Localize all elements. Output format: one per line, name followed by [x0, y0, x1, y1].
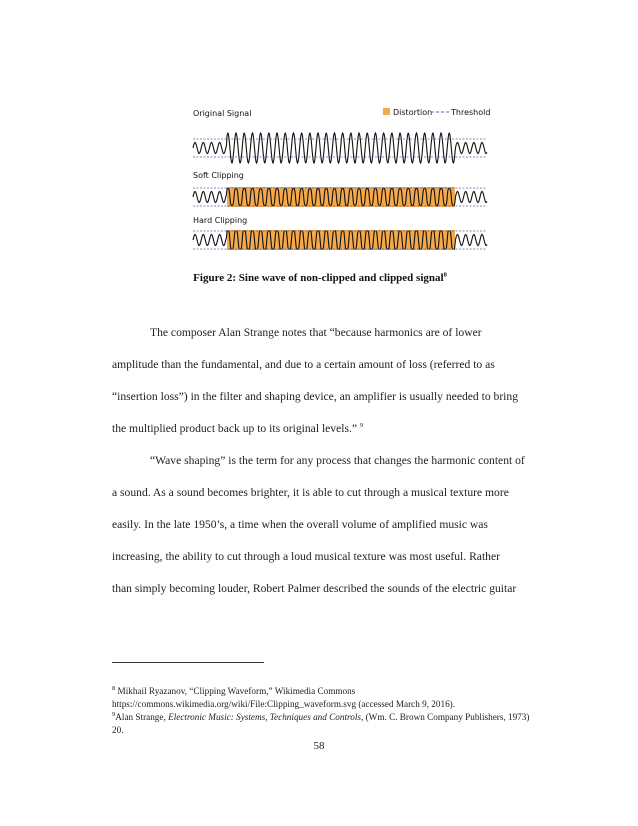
paragraph-2-line-5: than simply becoming louder, Robert Palmer described the sounds of the electric guitar	[112, 582, 517, 595]
footnote-separator	[112, 662, 264, 663]
sine-wave	[193, 133, 487, 163]
soft-clipping-label: Soft Clipping	[193, 171, 244, 180]
clipping-waveform-figure	[190, 104, 490, 254]
threshold-legend-label: Threshold	[451, 108, 490, 117]
footnote-9-book-title: Electronic Music: Systems, Techniques and Controls,	[168, 712, 364, 722]
paragraph-1-line-4	[112, 422, 363, 435]
distortion-legend-swatch	[383, 108, 390, 115]
paragraph-2-line-3: easily. In the late 1950’s, a time when the overall volume of amplified music was	[112, 518, 488, 531]
hard-clipping-waveform	[193, 230, 487, 250]
original-signal-waveform	[193, 133, 487, 163]
paragraph-1-line-1: The composer Alan Strange notes that “because harmonics are of lower	[150, 326, 482, 339]
original-signal-label: Original Signal	[193, 109, 252, 118]
footnote-9-author: Alan Strange,	[115, 712, 169, 722]
footnote-8-text: Mikhail Ryazanov, “Clipping Waveform,” Wikimedia Commons	[117, 686, 356, 696]
paragraph-2-line-1: “Wave shaping” is the term for any process that changes the harmonic content of	[150, 454, 525, 467]
footnote-9-line-1	[112, 712, 529, 722]
soft-clipping-waveform	[193, 187, 487, 207]
caption-text: Figure 2: Sine wave of non-clipped and clipped signal	[193, 272, 444, 284]
distortion-legend-label: Distortion	[393, 108, 433, 117]
figure-caption	[110, 272, 530, 284]
footnote-ref-9: 9	[359, 422, 364, 430]
footnote-8-line-2: https://commons.wikimedia.org/wiki/File:Clipping_waveform.svg (accessed March 9, 2016).	[112, 699, 456, 709]
caption-footnote-ref: 8	[443, 271, 447, 279]
paragraph-1-line-3: “insertion loss”) in the filter and shaping device, an amplifier is usually needed to bring	[112, 390, 518, 403]
paragraph-2-line-2: a sound. As a sound becomes brighter, it is able to cut through a musical texture more	[112, 486, 509, 499]
paragraph-1-line-4-text: the multiplied product back up to its original levels.”	[112, 422, 358, 435]
footnote-8-number: 8	[112, 684, 116, 692]
footnote-9-publisher: (Wm. C. Brown Company Publishers, 1973)	[363, 712, 530, 722]
hard-clipping-label: Hard Clipping	[193, 216, 248, 225]
footnote-8-line-1	[112, 686, 355, 696]
paragraph-2-line-4: increasing, the ability to cut through a loud musical texture was most useful. Rather	[112, 550, 500, 563]
page-number: 58	[313, 740, 325, 752]
footnote-9-number: 9	[112, 710, 116, 718]
footnote-9-line-2: 20.	[112, 725, 124, 735]
paragraph-1-line-2: amplitude than the fundamental, and due to a certain amount of loss (referred to as	[112, 358, 495, 371]
